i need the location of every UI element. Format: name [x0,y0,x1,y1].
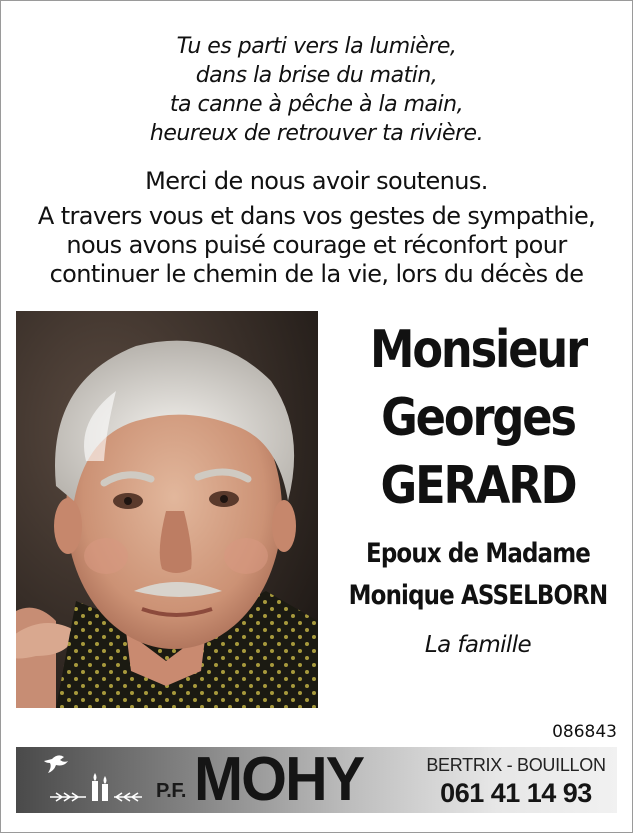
signature: La famille [424,632,532,658]
funeral-home-name: MOHY [194,747,364,813]
poem-line: heureux de retrouver ta rivière. [149,121,484,146]
deceased-name [349,316,607,520]
message-line: continuer le chemin de la vie, lors du décès de [49,260,584,288]
portrait-illustration [16,311,318,708]
funeral-home-towns: BERTRIX - BOUILLON [426,755,606,775]
spouse-info [342,533,614,617]
spouse-line: Monique ASSELBORN [348,580,608,611]
funeral-home-prefix: P.F. [156,780,186,802]
message-line: A travers vous et dans vos gestes de sympathie, [37,202,596,230]
poem [0,32,633,148]
dove-candle-icon [30,751,142,809]
spouse-line: Epoux de Madame [366,538,590,569]
funeral-home-banner [16,747,617,813]
title: Monsieur [369,320,587,380]
reference-number: 086843 [552,722,617,742]
last-name: GERARD [380,456,576,516]
thanks-message [0,202,633,289]
thanks-line: Merci de nous avoir soutenus. [145,167,488,195]
poem-line: dans la brise du matin, [195,63,438,88]
funeral-home-phone: 061 41 14 93 [440,778,592,808]
poem-line: ta canne à pêche à la main, [169,92,464,117]
message-line: nous avons puisé courage et réconfort pour [66,231,567,259]
poem-line: Tu es parti vers la lumière, [176,34,457,59]
first-name: Georges [381,388,575,448]
portrait-photo [16,311,318,708]
